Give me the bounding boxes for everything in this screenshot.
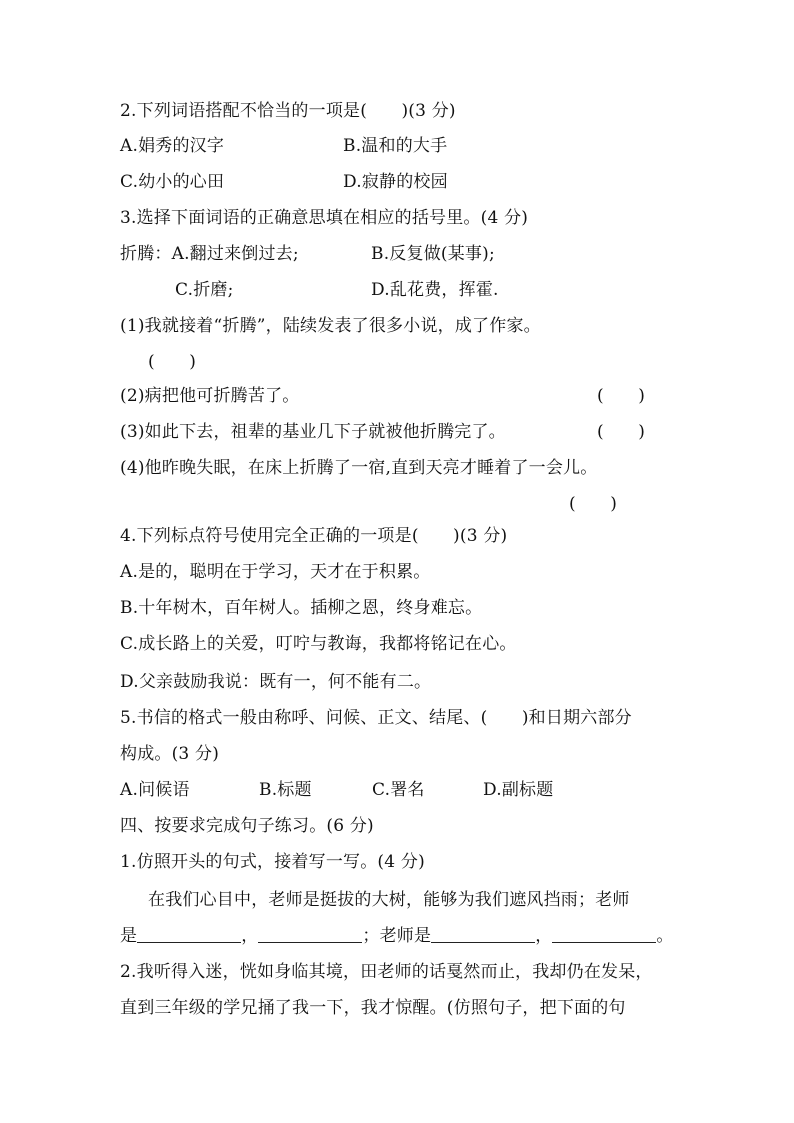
section-4-q1-line-1: 在我们心目中，老师是挺拔的大树，能够为我们遮风挡雨；老师 bbox=[148, 890, 630, 910]
q3-sentence-2: (2)病把他可折腾苦了。 bbox=[120, 386, 300, 406]
q3-term-option-a: 折腾：A.翻过来倒过去; bbox=[120, 244, 299, 264]
section-4-q1-line-2 bbox=[120, 924, 674, 948]
q3-sentence-3-answer-paren: ( ) bbox=[597, 422, 646, 442]
section-4-q2-line-2: 直到三年级的学兄捅了我一下，我才惊醒。(仿照句子，把下面的句 bbox=[120, 998, 626, 1018]
q1-line2-middle: ；老师是 bbox=[362, 926, 432, 946]
section-4-q2-line-1: 2.我听得入迷，恍如身临其境，田老师的话戛然而止，我却仍在发呆， bbox=[120, 962, 653, 982]
q4-option-c: C.成长路上的关爱，叮咛与教诲，我都将铭记在心。 bbox=[120, 634, 517, 654]
q3-sentence-4-answer-paren: ( ) bbox=[569, 494, 618, 514]
q4-title: 4.下列标点符号使用完全正确的一项是( )(3 分) bbox=[120, 526, 508, 546]
q2-title: 2.下列词语搭配不恰当的一项是( )(3 分) bbox=[120, 101, 456, 121]
q1-line2-comma-1: ， bbox=[241, 926, 259, 946]
q1-line2-start: 是 bbox=[120, 926, 138, 946]
q3-sentence-1-answer-paren: ( ) bbox=[148, 352, 197, 372]
q4-option-b: B.十年树木，百年树人。插柳之恩，终身难忘。 bbox=[120, 598, 483, 618]
answer-blank-4[interactable] bbox=[552, 924, 656, 943]
q5-option-c: C.署名 bbox=[372, 780, 425, 800]
q3-option-b: B.反复做(某事); bbox=[371, 244, 495, 264]
q1-line2-end: 。 bbox=[656, 926, 674, 946]
q5-option-a: A.问候语 bbox=[120, 780, 190, 800]
q4-option-a: A.是的，聪明在于学习，天才在于积累。 bbox=[120, 562, 431, 582]
q3-sentence-4: (4)他昨晚失眠，在床上折腾了一宿,直到天亮才睡着了一会儿。 bbox=[120, 458, 598, 478]
q5-title-line-2: 构成。(3 分) bbox=[120, 744, 220, 764]
answer-blank-1[interactable] bbox=[137, 924, 241, 943]
section-4-heading: 四、按要求完成句子练习。(6 分) bbox=[120, 816, 374, 836]
answer-blank-2[interactable] bbox=[258, 924, 362, 943]
q5-option-d: D.副标题 bbox=[483, 780, 554, 800]
q2-option-d: D.寂静的校园 bbox=[343, 172, 448, 192]
answer-blank-3[interactable] bbox=[431, 924, 535, 943]
section-4-q1-title: 1.仿照开头的句式，接着写一写。(4 分) bbox=[120, 852, 425, 872]
q3-sentence-2-answer-paren: ( ) bbox=[597, 386, 646, 406]
q3-sentence-1: (1)我就接着“折腾”，陆续发表了很多小说，成了作家。 bbox=[120, 316, 541, 336]
q3-sentence-3: (3)如此下去，祖辈的基业几下子就被他折腾完了。 bbox=[120, 422, 506, 442]
q2-option-b: B.温和的大手 bbox=[343, 136, 448, 156]
q5-title-line-1: 5.书信的格式一般由称呼、问候、正文、结尾、( )和日期六部分 bbox=[120, 708, 632, 728]
q3-title: 3.选择下面词语的正确意思填在相应的括号里。(4 分) bbox=[120, 208, 529, 228]
q3-option-d: D.乱花费，挥霍. bbox=[371, 280, 499, 300]
q3-option-c: C.折磨; bbox=[175, 280, 234, 300]
q2-option-a: A.娟秀的汉字 bbox=[120, 136, 225, 156]
q5-option-b: B.标题 bbox=[259, 780, 312, 800]
q4-option-d: D.父亲鼓励我说：既有一，何不能有二。 bbox=[120, 672, 432, 692]
q1-line2-comma-2: ， bbox=[535, 926, 553, 946]
q2-option-c: C.幼小的心田 bbox=[120, 172, 225, 192]
